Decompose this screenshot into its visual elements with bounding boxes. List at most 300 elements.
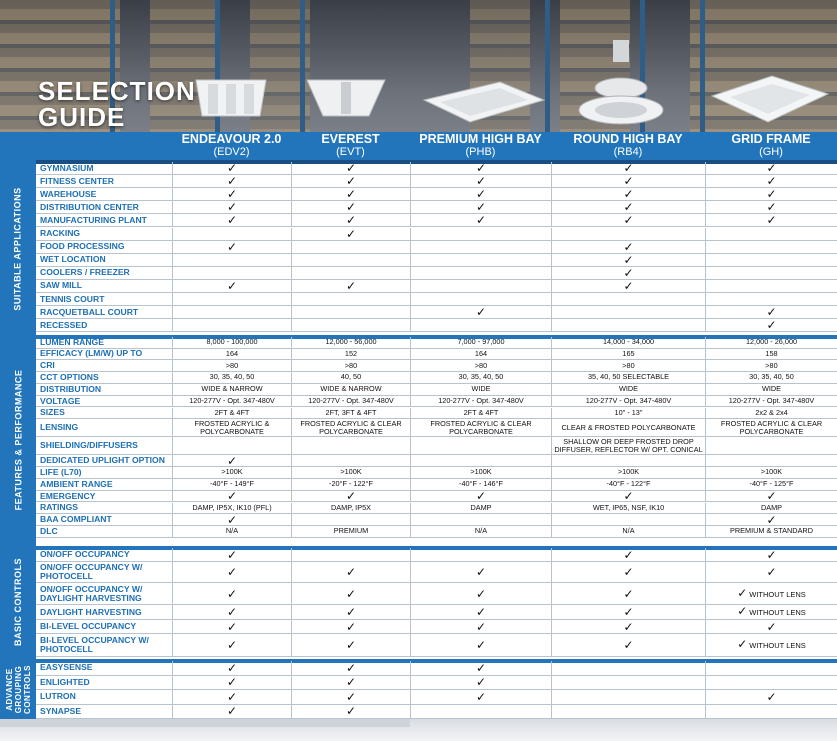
table-row [36, 661, 837, 676]
cell-value: -40°F - 122°F [606, 479, 651, 489]
table-row [36, 583, 837, 605]
check-icon: ✓ [475, 565, 487, 579]
table-cell [551, 491, 705, 502]
check-icon: ✓ [475, 619, 487, 634]
row-label: RATINGS [40, 502, 79, 513]
table-cell [410, 419, 551, 436]
row-label: ON/OFF OCCUPANCY W/ DAYLIGHT HARVESTING [40, 583, 143, 603]
check-icon: ✓ [475, 305, 487, 320]
table-row [36, 306, 837, 319]
row-label: LIFE (L70) [40, 466, 82, 477]
check-icon: ✓ [226, 565, 238, 579]
check-icon: ✓ [226, 704, 238, 719]
table-cell [705, 605, 837, 619]
row-label: FITNESS CENTER [40, 175, 115, 186]
table-cell [410, 562, 551, 582]
product-header [410, 133, 551, 159]
table-cell [410, 254, 551, 266]
check-icon: ✓ [766, 200, 777, 215]
table-cell [291, 437, 410, 454]
cell-value: >100K [340, 467, 362, 477]
everest-fixture-image [303, 76, 389, 124]
table-row [36, 676, 837, 691]
table-cell [291, 605, 410, 619]
table-cell [551, 175, 705, 187]
table-cell [705, 228, 837, 240]
table-cell [291, 280, 410, 292]
table-cell [291, 306, 410, 318]
premium-high-bay-fixture-image [420, 78, 548, 126]
table-cell [172, 491, 291, 502]
table-cell [410, 455, 551, 466]
cell-value: 8,000 - 100,000 [206, 337, 258, 347]
round-high-bay-fixture-image [575, 40, 667, 128]
table-row [36, 562, 837, 583]
cell-value: 164 [225, 348, 239, 358]
cell-note: WITHOUT LENS [749, 589, 806, 599]
table-cell [705, 455, 837, 466]
table-cell [291, 661, 410, 675]
product-name: EVEREST [321, 132, 380, 146]
product-name: ENDEAVOUR 2.0 [181, 132, 282, 146]
check-icon: ✓ [475, 638, 487, 652]
row-label: LENSING [40, 422, 79, 433]
table-cell [172, 201, 291, 213]
table-cell [172, 548, 291, 561]
cell-value: WIDE [471, 384, 491, 394]
cell-value: >100K [617, 467, 640, 477]
table-cell [410, 661, 551, 675]
table-cell [291, 162, 410, 174]
check-icon: ✓ [345, 161, 357, 176]
cell-value: DAMP [760, 502, 783, 512]
table-cell [291, 254, 410, 266]
table-cell [172, 254, 291, 266]
table-row [36, 605, 837, 620]
product-header [172, 133, 291, 159]
hero-banner [0, 0, 837, 132]
check-icon: ✓ [345, 565, 357, 579]
table-row [36, 455, 837, 467]
table-cell [172, 408, 291, 419]
grid-frame-fixture-image [708, 72, 832, 128]
table-cell [291, 634, 410, 656]
table-cell [410, 372, 551, 383]
check-icon: ✓ [475, 660, 487, 675]
table-cell [705, 337, 837, 348]
table-cell [410, 491, 551, 502]
table-cell [172, 605, 291, 619]
cell-value: 12,000 - 26,000 [745, 337, 798, 347]
check-icon: ✓ [475, 200, 487, 215]
row-label: DISTRIBUTION [40, 383, 102, 394]
cell-value: N/A [225, 526, 239, 536]
table-cell [705, 396, 837, 407]
table-cell [551, 188, 705, 200]
table-cell [410, 467, 551, 478]
table-row [36, 620, 837, 634]
table-cell [551, 634, 705, 656]
table-row [36, 280, 837, 293]
table-cell [291, 491, 410, 502]
section-label-features: FEATURES & PERFORMANCE [13, 369, 23, 511]
table-cell [172, 384, 291, 395]
table-row [36, 175, 837, 188]
table-row [36, 214, 837, 227]
row-label: SHIELDING/DIFFUSERS [40, 440, 138, 451]
table-row [36, 705, 837, 720]
table-cell [410, 280, 551, 292]
table-cell [291, 690, 410, 704]
table-cell [551, 583, 705, 604]
table-cell [291, 188, 410, 200]
table-cell [551, 337, 705, 348]
endeavour-fixture-image [190, 72, 272, 128]
table-cell [705, 661, 837, 675]
section-label-advance: ADVANCE GROUPING CONTROLS [4, 664, 32, 714]
check-icon: ✓ [345, 619, 357, 634]
table-cell [705, 241, 837, 253]
table-cell [291, 620, 410, 633]
table-cell [705, 306, 837, 318]
table-cell [551, 548, 705, 561]
table-cell [172, 419, 291, 436]
product-header [551, 133, 705, 159]
check-icon: ✓ [623, 547, 634, 562]
check-icon: ✓ [623, 489, 634, 504]
table-cell [551, 306, 705, 318]
table-cell [172, 503, 291, 514]
check-icon: ✓ [766, 305, 777, 320]
table-cell [172, 661, 291, 675]
row-label: WAREHOUSE [40, 188, 97, 199]
table-cell [705, 548, 837, 561]
table-cell [410, 583, 551, 604]
check-icon: ✓ [475, 187, 487, 202]
table-cell [172, 690, 291, 704]
table-cell [551, 676, 705, 690]
cell-value: >80 [225, 360, 239, 370]
table-cell [705, 634, 837, 656]
cell-value: >100K [760, 467, 783, 477]
cell-note: WITHOUT LENS [749, 641, 806, 650]
table-cell [551, 214, 705, 226]
product-code: (PHB) [465, 146, 496, 158]
footer-strip [0, 719, 837, 741]
table-cell [705, 280, 837, 292]
cell-value: 30, 35, 40, 50 [209, 372, 255, 382]
check-icon: ✓ [623, 586, 634, 601]
row-label: DAYLIGHT HARVESTING [40, 606, 142, 617]
table-cell [705, 479, 837, 490]
table-cell [551, 455, 705, 466]
product-code: (EDV2) [213, 146, 250, 158]
table-cell [291, 396, 410, 407]
check-icon: ✓ [766, 213, 777, 228]
table-cell [172, 280, 291, 292]
table-cell [172, 175, 291, 187]
check-icon: ✓ [475, 489, 487, 504]
row-label: RACQUETBALL COURT [40, 306, 139, 317]
table-cell [172, 514, 291, 525]
table-cell [705, 514, 837, 525]
table-cell [172, 267, 291, 279]
check-icon: ✓ [475, 213, 487, 228]
check-icon: ✓ [226, 200, 238, 215]
table-cell [551, 437, 705, 454]
cell-note: WITHOUT LENS [749, 608, 806, 617]
table-cell [551, 605, 705, 619]
table-cell [410, 306, 551, 318]
table-row [36, 479, 837, 491]
table-cell [410, 214, 551, 226]
table-cell [172, 634, 291, 656]
table-row [36, 201, 837, 214]
table-cell [551, 408, 705, 419]
table-cell [551, 280, 705, 292]
check-icon: ✓ WITHOUT LENS [737, 585, 806, 600]
table-cell [551, 293, 705, 305]
table-cell [410, 503, 551, 514]
cell-value: 7,000 - 97,000 [457, 337, 505, 347]
cell-value: FROSTED ACRYLIC & CLEAR POLYCARBONATE [720, 418, 823, 436]
check-icon: ✓ [623, 252, 634, 267]
table-row [36, 293, 837, 306]
row-label: VOLTAGE [40, 395, 81, 406]
table-row [36, 349, 837, 361]
table-cell [705, 408, 837, 419]
table-cell [291, 583, 410, 604]
check-icon: ✓ WITHOUT LENS [737, 604, 806, 618]
table-cell [551, 241, 705, 253]
table-cell [291, 360, 410, 371]
table-cell [410, 349, 551, 360]
table-cell [705, 526, 837, 537]
product-header [705, 133, 837, 159]
product-code: (GH) [759, 146, 783, 158]
table-cell [705, 293, 837, 305]
table-cell [291, 455, 410, 466]
table-cell [291, 479, 410, 490]
table-cell [551, 661, 705, 675]
table-cell [705, 419, 837, 436]
table-cell [410, 620, 551, 633]
check-icon: ✓ [345, 689, 357, 704]
row-label: BI-LEVEL OCCUPANCY [40, 621, 137, 631]
cell-value: FROSTED ACRYLIC & CLEAR POLYCARBONATE [430, 418, 532, 436]
table-cell [410, 548, 551, 561]
table-row [36, 690, 837, 705]
table-cell [172, 526, 291, 537]
table-cell [410, 526, 551, 537]
row-label: FOOD PROCESSING [40, 241, 125, 252]
cell-value: PREMIUM [333, 526, 369, 536]
table-cell [291, 562, 410, 582]
row-label: COOLERS / FREEZER [40, 267, 130, 278]
table-cell [291, 526, 410, 537]
check-icon: ✓ [345, 213, 357, 228]
row-label: WET LOCATION [40, 254, 106, 265]
row-label: SYNAPSE [40, 705, 82, 716]
row-label: TENNIS COURT [40, 293, 105, 304]
table-cell [410, 384, 551, 395]
cell-value: 120-277V - Opt. 347-480V [189, 396, 275, 406]
product-header [291, 133, 410, 159]
cell-value: DAMP, IP5X, IK10 (PFL) [192, 502, 272, 512]
table-cell [551, 562, 705, 582]
table-cell [551, 526, 705, 537]
table-cell [551, 349, 705, 360]
table-cell [172, 562, 291, 582]
table-cell [705, 162, 837, 174]
row-label: ON/OFF OCCUPANCY [40, 549, 130, 559]
table-cell [551, 467, 705, 478]
check-icon: ✓ [345, 489, 357, 504]
table-cell [172, 705, 291, 719]
row-label: MANUFACTURING PLANT [40, 214, 147, 225]
cell-value: 158 [765, 348, 778, 358]
cell-value: 152 [344, 348, 358, 358]
check-icon: ✓ [766, 489, 777, 504]
table-cell [410, 188, 551, 200]
table-cell [172, 583, 291, 604]
check-icon: ✓ [475, 174, 487, 189]
table-row [36, 384, 837, 396]
table-cell [551, 503, 705, 514]
product-name: PREMIUM HIGH BAY [419, 132, 542, 146]
table-cell [705, 319, 837, 331]
cell-value: DAMP, IP5X [330, 502, 371, 512]
table-cell [705, 690, 837, 704]
table-cell [551, 267, 705, 279]
cell-value: N/A [622, 526, 635, 536]
table-cell [410, 293, 551, 305]
table-cell [291, 372, 410, 383]
check-icon: ✓ [226, 619, 238, 634]
table-row [36, 634, 837, 657]
check-icon: ✓ [623, 265, 634, 280]
table-cell [410, 201, 551, 213]
cell-value: 164 [474, 348, 488, 358]
check-icon: ✓ [766, 565, 777, 579]
check-icon: ✓ [623, 605, 634, 619]
row-label: LUMEN RANGE [40, 336, 104, 347]
table-cell [172, 188, 291, 200]
cell-value: -40°F - 146°F [459, 479, 503, 489]
check-icon: ✓ [623, 278, 634, 293]
table-row [36, 267, 837, 280]
table-row [36, 188, 837, 201]
table-row [36, 360, 837, 372]
table-cell [172, 319, 291, 331]
cell-value: >80 [622, 360, 635, 370]
table-cell [291, 319, 410, 331]
table-cell [172, 214, 291, 226]
cell-value: FROSTED ACRYLIC & CLEAR POLYCARBONATE [300, 418, 402, 436]
table-cell [551, 228, 705, 240]
cell-value: -40°F - 149°F [210, 479, 254, 489]
cell-value: DAMP [470, 502, 492, 512]
check-icon: ✓ [623, 187, 634, 202]
check-icon: ✓ [766, 619, 777, 634]
table-row [36, 419, 837, 437]
check-icon: ✓ [345, 226, 357, 241]
table-cell [291, 293, 410, 305]
product-code: (EVT) [336, 146, 365, 158]
check-icon: ✓ [226, 512, 238, 527]
check-icon: ✓ [345, 660, 357, 675]
table-row [36, 319, 837, 332]
cell-value: -40°F - 125°F [749, 479, 794, 489]
table-row [36, 503, 837, 515]
check-icon: ✓ [226, 689, 238, 704]
table-cell [172, 293, 291, 305]
cell-value: 40, 50 [340, 372, 362, 382]
table-cell [705, 349, 837, 360]
table-cell [705, 620, 837, 633]
table-cell [410, 396, 551, 407]
cell-value: WIDE [618, 384, 639, 394]
table-cell [172, 479, 291, 490]
table-cell [291, 241, 410, 253]
table-row [36, 491, 837, 503]
cell-value: 120-277V - Opt. 347-480V [438, 396, 524, 406]
table-cell [410, 408, 551, 419]
row-label: DISTRIBUTION CENTER [40, 201, 139, 212]
cell-value: CLEAR & FROSTED POLYCARBONATE [561, 422, 696, 432]
check-icon: ✓ [226, 239, 238, 254]
table-cell [291, 503, 410, 514]
table-row [36, 396, 837, 408]
check-icon: ✓ [475, 689, 487, 704]
section-label-controls: BASIC CONTROLS [13, 558, 23, 646]
check-icon: ✓ [345, 704, 357, 719]
page-title: SELECTION GUIDE [38, 76, 196, 132]
table-cell [172, 455, 291, 466]
cell-value: >80 [474, 360, 488, 370]
table-cell [551, 384, 705, 395]
table-cell [410, 241, 551, 253]
check-icon: ✓ [345, 278, 357, 293]
table-cell [291, 228, 410, 240]
table-cell [291, 676, 410, 690]
cell-value: 120-277V - Opt. 347-480V [728, 396, 815, 406]
table-cell [291, 408, 410, 419]
table-cell [705, 705, 837, 719]
cell-value: 10" - 13" [614, 407, 643, 417]
table-cell [172, 396, 291, 407]
table-cell [291, 384, 410, 395]
check-icon: ✓ [623, 200, 634, 215]
check-icon: ✓ [623, 619, 634, 634]
table-cell [410, 337, 551, 348]
check-icon: ✓ [345, 605, 357, 619]
check-icon: ✓ [226, 187, 238, 202]
table-cell [551, 201, 705, 213]
check-icon: ✓ [475, 605, 487, 619]
table-cell [551, 360, 705, 371]
row-label: GYMNASIUM [40, 162, 94, 173]
row-label: SAW MILL [40, 280, 83, 291]
table-cell [291, 214, 410, 226]
row-label: CRI [40, 360, 55, 371]
row-label: RECESSED [40, 319, 88, 330]
table-cell [410, 705, 551, 719]
table-row [36, 162, 837, 175]
cell-value: 35, 40, 50 SELECTABLE [588, 372, 669, 382]
table-cell [172, 306, 291, 318]
table-cell [705, 360, 837, 371]
